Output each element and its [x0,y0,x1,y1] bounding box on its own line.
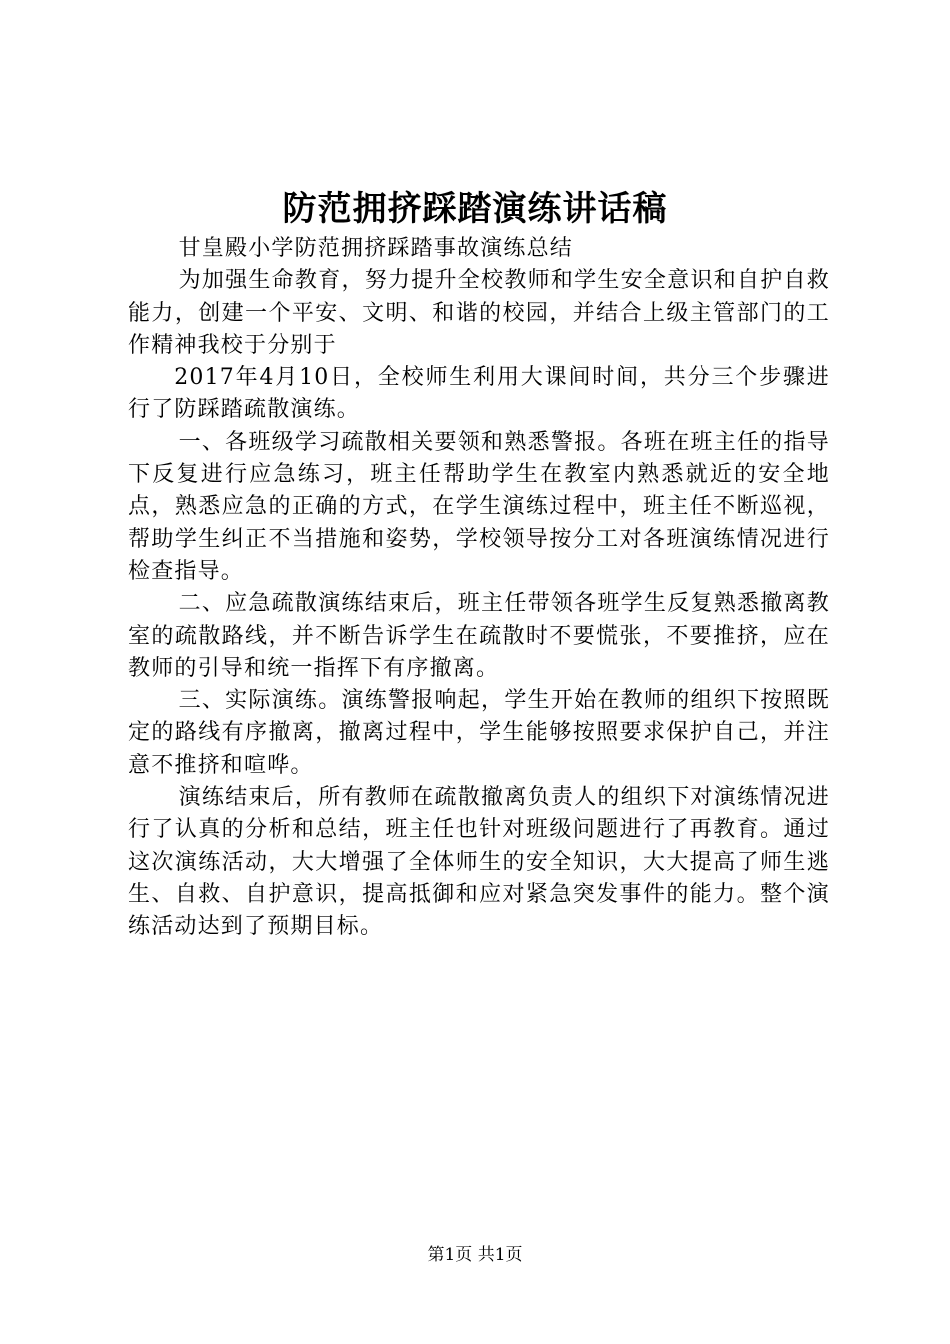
step-one-paragraph: 一、各班级学习疏散相关要领和熟悉警报。各班在班主任的指导下反复进行应急练习，班主任帮助学生在教室内熟悉就近的安全地点，熟悉应急的正确的方式，在学生演练过程中，班主任不断巡视，帮助学生纠正不当措施和姿势，学校领导按分工对各班演练情况进行检查指导。 [128,429,830,584]
date-paragraph: 2017年4月10日，全校师生利用大课间时间，共分三个步骤进行了防踩踏疏散演练。 [128,365,830,423]
intro-paragraph: 为加强生命教育，努力提升全校教师和学生安全意识和自护自救能力，创建一个平安、文明、和谐的校园，并结合上级主管部门的工作精神我校于分别于 [128,268,830,358]
summary-paragraph: 演练结束后，所有教师在疏散撤离负责人的组织下对演练情况进行了认真的分析和总结，班主任也针对班级问题进行了再教育。通过这次演练活动，大大增强了全体师生的安全知识，大大提高了师生逃生、自救、自护意识，提高抵御和应对紧急突发事件的能力。整个演练活动达到了预期目标。 [128,785,830,940]
step-two-paragraph: 二、应急疏散演练结束后，班主任带领各班学生反复熟悉撤离教室的疏散路线，并不断告诉学生在疏散时不要慌张，不要推挤，应在教师的引导和统一指挥下有序撤离。 [128,591,830,681]
step-three-paragraph: 三、实际演练。演练警报响起，学生开始在教师的组织下按照既定的路线有序撤离，撤离过程中，学生能够按照要求保护自己，并注意不推挤和喧哗。 [128,688,830,778]
document-subtitle: 甘皇殿小学防范拥挤踩踏事故演练总结 [178,236,573,261]
document-body [128,233,830,944]
page-footer: 第1页 共1页 [427,1245,523,1265]
document-title: 防范拥挤踩踏演练讲话稿 [282,189,668,229]
